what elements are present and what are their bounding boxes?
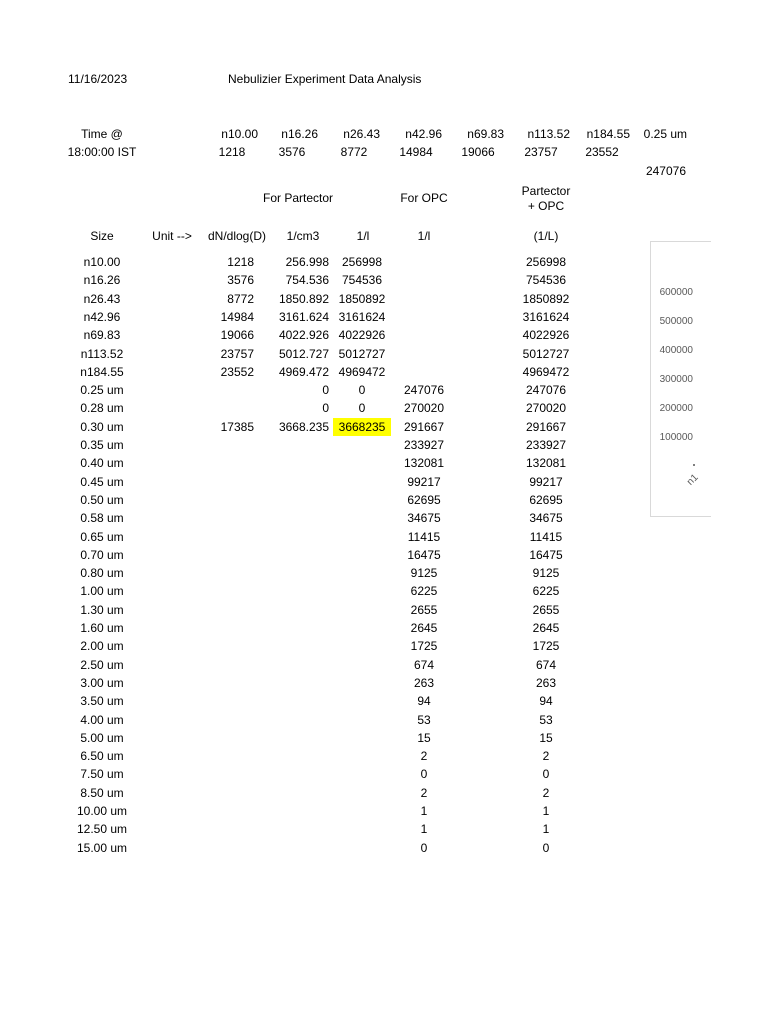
cell-opc[interactable]: 270020	[403, 401, 445, 415]
cell-size[interactable]: 4.00 um	[80, 713, 124, 727]
cell-per-cm3[interactable]: 4022.926	[278, 328, 329, 342]
cell-combined[interactable]: 0	[542, 841, 550, 855]
sheet-title: Nebulizier Experiment Data Analysis	[228, 72, 422, 86]
cell-size[interactable]: 1.60 um	[80, 621, 124, 635]
col-per-cm3: 1/cm3	[286, 229, 320, 243]
cell-size[interactable]: 0.30 um	[80, 420, 124, 434]
col-dndlogd: dN/dlog(D)	[207, 229, 267, 243]
cell-opc[interactable]: 132081	[403, 456, 445, 470]
chart-y-tick: 300000	[659, 374, 693, 385]
cell-combined[interactable]: 247076	[525, 383, 567, 397]
time-label: Time @	[81, 127, 123, 141]
cell-opc[interactable]: 6225	[410, 584, 438, 598]
time-extra-value: 247076	[645, 164, 686, 178]
cell-per-l[interactable]: 256998	[341, 255, 383, 269]
cell-combined[interactable]: 233927	[525, 438, 567, 452]
group-combined-line1: Partector	[521, 184, 571, 198]
cell-opc[interactable]: 94	[417, 694, 431, 708]
cell-combined[interactable]: 132081	[525, 456, 567, 470]
cell-combined[interactable]: 754536	[525, 273, 567, 287]
cell-combined[interactable]: 6225	[532, 584, 560, 598]
cell-per-l[interactable]: 4969472	[338, 365, 386, 379]
cell-size[interactable]: 6.50 um	[80, 749, 124, 763]
cell-size[interactable]: 5.00 um	[80, 731, 124, 745]
cell-size[interactable]: 2.00 um	[80, 639, 124, 653]
cell-opc[interactable]: 263	[413, 676, 435, 690]
col-opc-per-l: 1/l	[417, 229, 431, 243]
cell-opc[interactable]: 2655	[410, 603, 438, 617]
cell-dndlogd[interactable]: 8772	[227, 292, 254, 306]
cell-combined[interactable]: 270020	[525, 401, 567, 415]
cell-opc[interactable]: 62695	[407, 493, 441, 507]
time-col-header: n69.83	[467, 127, 504, 141]
cell-opc[interactable]: 2	[420, 786, 428, 800]
cell-per-l[interactable]: 3161624	[338, 310, 386, 324]
time-col-header: n16.26	[281, 127, 318, 141]
chart-y-tick: 200000	[659, 403, 693, 414]
time-col-value: 8772	[340, 145, 368, 159]
cell-dndlogd[interactable]: 14984	[220, 310, 254, 324]
cell-size[interactable]: 0.58 um	[80, 511, 124, 525]
cell-size[interactable]: n42.96	[83, 310, 121, 324]
cell-per-cm3[interactable]: 256.998	[285, 255, 329, 269]
time-value: 18:00:00 IST	[67, 145, 137, 159]
cell-opc[interactable]: 2	[420, 749, 428, 763]
cell-per-cm3[interactable]: 0	[322, 401, 329, 415]
cell-size[interactable]: n113.52	[80, 347, 124, 361]
cell-size[interactable]: 15.00 um	[76, 841, 128, 855]
cell-opc[interactable]: 1	[420, 804, 428, 818]
date-cell: 11/16/2023	[68, 72, 128, 86]
cell-per-cm3[interactable]: 4969.472	[278, 365, 329, 379]
cell-size[interactable]: 0.45 um	[80, 475, 124, 489]
cell-opc[interactable]: 53	[417, 713, 431, 727]
time-col-header: 0.25 um	[643, 127, 687, 141]
cell-opc[interactable]: 247076	[403, 383, 445, 397]
cell-combined[interactable]: 4969472	[522, 365, 570, 379]
cell-combined[interactable]: 263	[535, 676, 557, 690]
cell-size[interactable]: 12.50 um	[76, 822, 128, 836]
time-col-header: n42.96	[405, 127, 442, 141]
cell-combined[interactable]: 94	[539, 694, 553, 708]
cell-opc[interactable]: 0	[420, 767, 428, 781]
cell-size[interactable]: 2.50 um	[80, 658, 124, 672]
embedded-chart[interactable]	[650, 241, 711, 517]
time-col-value: 19066	[461, 145, 495, 159]
cell-opc[interactable]: 99217	[407, 475, 441, 489]
chart-y-tick: 400000	[659, 345, 693, 356]
time-col-header: n26.43	[343, 127, 380, 141]
cell-per-cm3[interactable]: 0	[322, 383, 329, 397]
cell-size[interactable]: 0.50 um	[80, 493, 124, 507]
col-per-l: 1/l	[356, 229, 370, 243]
cell-combined[interactable]: 34675	[529, 511, 563, 525]
cell-combined[interactable]: 3161624	[522, 310, 570, 324]
cell-per-cm3[interactable]: 3668.235	[278, 420, 329, 434]
cell-size[interactable]: 0.65 um	[80, 530, 124, 544]
time-col-header: n113.52	[527, 127, 570, 141]
cell-per-l[interactable]: 5012727	[338, 347, 386, 361]
cell-size[interactable]: 1.00 um	[80, 584, 124, 598]
cell-combined[interactable]: 291667	[525, 420, 567, 434]
cell-per-l[interactable]: 754536	[341, 273, 383, 287]
time-col-header: n184.55	[586, 127, 630, 141]
group-partector: For Partector	[262, 191, 334, 205]
cell-size[interactable]: 0.35 um	[80, 438, 124, 452]
cell-size[interactable]: n10.00	[83, 255, 121, 269]
cell-combined[interactable]: 0	[542, 767, 550, 781]
cell-per-l[interactable]: 4022926	[338, 328, 386, 342]
cell-size[interactable]: n26.43	[83, 292, 121, 306]
time-col-value: 1218	[218, 145, 246, 159]
group-opc: For OPC	[400, 191, 448, 205]
cell-opc[interactable]: 2645	[410, 621, 438, 635]
chart-y-tick: 600000	[659, 287, 693, 298]
cell-per-l[interactable]: 1850892	[338, 292, 386, 306]
cell-size[interactable]: n69.83	[83, 328, 121, 342]
chart-axis-mark	[693, 464, 695, 466]
cell-opc[interactable]: 291667	[403, 420, 445, 434]
cell-combined[interactable]: 9125	[532, 566, 560, 580]
cell-per-l[interactable]: 0	[358, 383, 366, 397]
cell-dndlogd[interactable]: 19066	[220, 328, 254, 342]
cell-combined[interactable]: 2	[542, 749, 550, 763]
cell-opc[interactable]: 9125	[410, 566, 438, 580]
cell-per-cm3[interactable]: 3161.624	[278, 310, 329, 324]
time-col-value: 23757	[524, 145, 558, 159]
col-size: Size	[90, 229, 114, 243]
cell-size[interactable]: 0.28 um	[80, 401, 124, 415]
cell-opc[interactable]: 1	[420, 822, 428, 836]
cell-per-cm3[interactable]: 5012.727	[278, 347, 329, 361]
cell-opc[interactable]: 1725	[410, 639, 438, 653]
cell-size[interactable]: 0.80 um	[80, 566, 124, 580]
cell-combined[interactable]: 1	[542, 804, 550, 818]
cell-opc[interactable]: 15	[417, 731, 431, 745]
cell-size[interactable]: n184.55	[80, 365, 124, 379]
cell-per-l[interactable]: 3668235	[333, 418, 391, 436]
cell-size[interactable]: 3.50 um	[80, 694, 124, 708]
cell-opc[interactable]: 0	[420, 841, 428, 855]
cell-size[interactable]: 3.00 um	[80, 676, 124, 690]
cell-dndlogd[interactable]: 1218	[227, 255, 254, 269]
cell-dndlogd[interactable]: 3576	[227, 273, 254, 287]
cell-combined[interactable]: 5012727	[522, 347, 570, 361]
cell-combined[interactable]: 53	[539, 713, 553, 727]
cell-combined[interactable]: 15	[539, 731, 553, 745]
cell-size[interactable]: 1.30 um	[80, 603, 124, 617]
cell-per-cm3[interactable]: 754.536	[285, 273, 329, 287]
cell-combined[interactable]: 2655	[532, 603, 560, 617]
col-combined: (1/L)	[533, 229, 559, 243]
cell-dndlogd[interactable]: 23552	[220, 365, 254, 379]
cell-combined[interactable]: 62695	[529, 493, 563, 507]
time-col-header: n10.00	[221, 127, 258, 141]
cell-size[interactable]: 0.70 um	[80, 548, 124, 562]
col-unit: Unit -->	[152, 229, 192, 243]
cell-combined[interactable]: 1	[542, 822, 550, 836]
chart-y-tick: 100000	[659, 432, 693, 443]
time-col-value: 3576	[278, 145, 306, 159]
group-combined-line2: + OPC	[527, 199, 565, 213]
cell-size[interactable]: 0.25 um	[80, 383, 124, 397]
cell-combined[interactable]: 256998	[525, 255, 567, 269]
cell-combined[interactable]: 674	[535, 658, 557, 672]
chart-y-tick: 500000	[659, 316, 693, 327]
cell-size[interactable]: 8.50 um	[80, 786, 124, 800]
cell-size[interactable]: 0.40 um	[80, 456, 124, 470]
chart-x-label: n1	[685, 472, 701, 488]
cell-combined[interactable]: 4022926	[522, 328, 570, 342]
cell-per-cm3[interactable]: 1850.892	[278, 292, 329, 306]
cell-combined[interactable]: 2	[542, 786, 550, 800]
cell-combined[interactable]: 1850892	[522, 292, 570, 306]
cell-size[interactable]: 10.00 um	[76, 804, 128, 818]
cell-combined[interactable]: 11415	[529, 530, 563, 544]
time-col-value: 14984	[399, 145, 433, 159]
cell-combined[interactable]: 99217	[529, 475, 563, 489]
cell-opc[interactable]: 34675	[407, 511, 441, 525]
cell-combined[interactable]: 2645	[532, 621, 560, 635]
cell-dndlogd[interactable]: 17385	[220, 420, 254, 434]
cell-opc[interactable]: 16475	[407, 548, 441, 562]
time-col-value: 23552	[585, 145, 619, 159]
cell-opc[interactable]: 11415	[407, 530, 441, 544]
cell-opc[interactable]: 233927	[403, 438, 445, 452]
cell-opc[interactable]: 674	[413, 658, 435, 672]
cell-combined[interactable]: 16475	[529, 548, 563, 562]
cell-size[interactable]: n16.26	[83, 273, 121, 287]
cell-per-l[interactable]: 0	[358, 401, 366, 415]
cell-size[interactable]: 7.50 um	[80, 767, 124, 781]
cell-dndlogd[interactable]: 23757	[220, 347, 254, 361]
cell-combined[interactable]: 1725	[532, 639, 560, 653]
